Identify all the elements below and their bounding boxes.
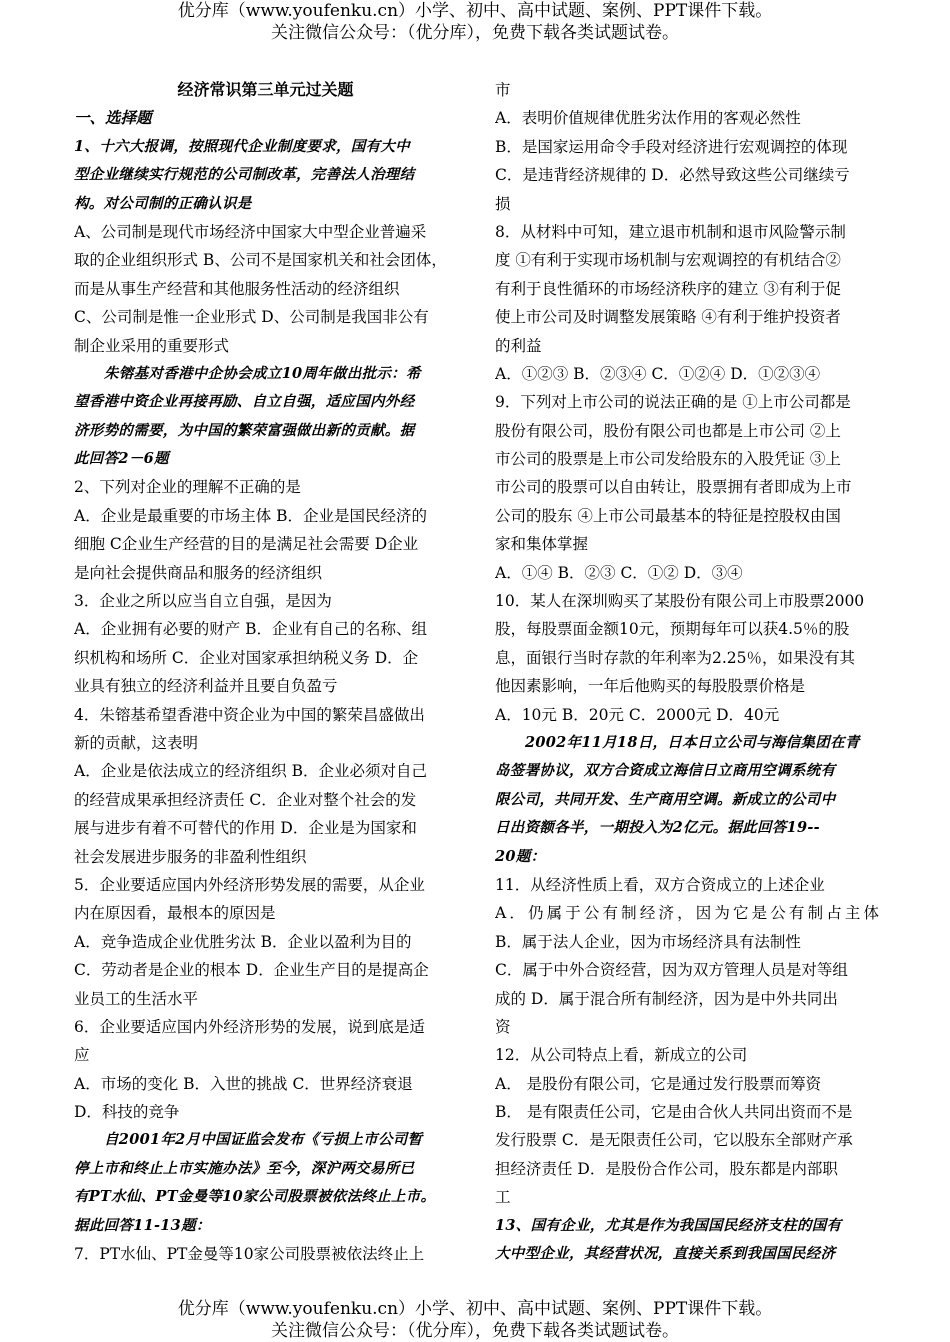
left-column-line: 7．PT水仙、PT金曼等10家公司股票被依法终止上 — [74, 1245, 425, 1264]
footer-line-1: 优分库（www.youfenku.cn）小学、初中、高中试题、案例、PPT课件下载。 — [177, 1299, 773, 1319]
page-header — [0, 0, 950, 44]
left-column-line: 内在原因看，最根本的原因是 — [74, 904, 276, 923]
right-column-line: 损 — [495, 194, 511, 213]
left-column-line: 2、下列对企业的理解不正确的是 — [74, 478, 301, 497]
left-column-line: 构。对公司制的正确认识是 — [74, 194, 252, 212]
left-column-line: 自2001年2月中国证监会发布《亏损上市公司暂 — [104, 1131, 423, 1149]
right-column-line: 工 — [495, 1188, 511, 1207]
right-column-line: 他因素影响，一年后他购买的每股股票价格是 — [495, 677, 806, 696]
right-column-line: 市公司的股票可以自由转让，股票拥有者即成为上市 — [495, 478, 852, 497]
left-column-line: 4．朱镕基希望香港中资企业为中国的繁荣昌盛做出 — [74, 705, 425, 724]
left-column-line: 经济常识第三单元过关题 — [177, 80, 354, 99]
right-column-line: 11．从经济性质上看，双方合资成立的上述企业 — [495, 875, 825, 894]
left-column-line: 的经营成果承担经济责任 C．企业对整个社会的发 — [74, 790, 417, 809]
left-column-line: 据此回答11-13题： — [74, 1216, 211, 1234]
right-column-line: 股份有限公司，股份有限公司也都是上市公司 ②上 — [495, 421, 841, 440]
left-column-line: 济形势的需要，为中国的繁荣富强做出新的贡献。据 — [74, 421, 415, 439]
left-column-line: 此回答2－6题 — [74, 450, 169, 468]
right-column-line: C．是违背经济规律的 D．必然导致这些公司继续亏 — [495, 166, 850, 185]
left-column-line: A．市场的变化 B．入世的挑战 C．世界经济衰退 — [74, 1074, 413, 1093]
left-column-line: 业具有独立的经济利益并且要自负盈亏 — [74, 677, 338, 696]
right-column-line: 家和集体掌握 — [495, 535, 589, 554]
right-column-line: A．10元 B．20元 C．2000元 D．40元 — [495, 705, 780, 724]
page-footer — [0, 1298, 950, 1342]
left-column-line: 朱镕基对香港中企协会成立10周年做出批示：希 — [104, 364, 421, 382]
right-column-line: 9．下列对上市公司的说法正确的是 ①上市公司都是 — [495, 393, 851, 412]
left-column-line: D．科技的竞争 — [74, 1103, 180, 1122]
left-column-line: 应 — [74, 1046, 90, 1065]
left-column-line: 3．企业之所以应当自立自强，是因为 — [74, 592, 332, 611]
left-column-line: 展与进步有着不可替代的作用 D．企业是为国家和 — [74, 819, 417, 838]
header-line-1: 优分库（www.youfenku.cn）小学、初中、高中试题、案例、PPT课件下载。 — [177, 1, 773, 21]
right-column-line: 20题： — [495, 847, 546, 865]
right-column-line: A．①②③ B．②③④ C．①②④ D．①②③④ — [495, 364, 821, 383]
left-column-line: 6．企业要适应国内外经济形势的发展，说到底是适 — [74, 1017, 425, 1036]
left-column — [74, 76, 457, 1268]
right-column-line: 大中型企业，其经营状况，直接关系到我国国民经济 — [495, 1245, 836, 1263]
left-column-line: C、公司制是惟一企业形式 D、公司制是我国非公有 — [74, 308, 429, 327]
right-column-line: B．属于法人企业，因为市场经济具有法制性 — [495, 932, 801, 951]
right-column-line: B． 是有限责任公司，它是由合伙人共同出资而不是 — [495, 1103, 853, 1122]
right-column-line: 的利益 — [495, 336, 542, 355]
right-column-line: A．仍属于公有制经济，因为它是公有制占主体 — [495, 904, 879, 923]
left-column-line: 有PT水仙、PT金曼等10家公司股票被依法终止上市。 — [74, 1188, 436, 1206]
right-column-line: 有利于良性循环的市场经济秩序的建立 ③有利于促 — [495, 279, 841, 298]
left-column-line: 社会发展进步服务的非盈利性组织 — [74, 847, 307, 866]
right-column — [495, 76, 879, 1268]
left-column-line: 取的企业组织形式 B、公司不是国家机关和社会团体， — [74, 251, 447, 270]
left-column-line: 一、选择题 — [74, 108, 152, 128]
right-column-line: 8．从材料中可知，建立退市机制和退市风险警示制 — [495, 222, 846, 241]
header-line-2: 关注微信公众号：（优分库），免费下载各类试题试卷。 — [271, 23, 679, 43]
right-column-line: 公司的股东 ④上市公司最基本的特征是控股权由国 — [495, 506, 841, 525]
left-column-line: 是向社会提供商品和服务的经济组织 — [74, 563, 323, 582]
right-column-line: 市 — [495, 81, 511, 99]
left-column-line: 新的贡献，这表明 — [74, 733, 199, 752]
right-column-line: B．是国家运用命令手段对经济进行宏观调控的体现 — [495, 137, 848, 156]
left-column-line: C．劳动者是企业的根本 D．企业生产目的是提高企 — [74, 961, 429, 980]
right-column-line: 12．从公司特点上看，新成立的公司 — [495, 1046, 748, 1065]
right-column-line: 发行股票 C．是无限责任公司，它以股东全部财产承 — [495, 1131, 853, 1150]
left-column-line: A、公司制是现代市场经济中国家大中型企业普遍采 — [74, 222, 427, 241]
left-column-line: 业员工的生活水平 — [74, 989, 199, 1008]
right-column-line: 市公司的股票是上市公司发给股东的入股凭证 ③上 — [495, 450, 841, 469]
footer-line-2: 关注微信公众号：（优分库），免费下载各类试题试卷。 — [271, 1321, 679, 1341]
right-column-line: A．表明价值规律优胜劣汰作用的客观必然性 — [495, 109, 801, 128]
right-column-line: 限公司，共同开发、生产商用空调。新成立的公司中 — [495, 790, 836, 808]
left-column-line: A．企业是依法成立的经济组织 B．企业必须对自己 — [74, 762, 428, 781]
right-column-line: 2002年11月18日，日本日立公司与海信集团在青 — [525, 733, 860, 751]
right-column-line: 10．某人在深圳购买了某股份有限公司上市股票2000 — [495, 592, 865, 611]
right-column-line: C．属于中外合资经营，因为双方管理人员是对等组 — [495, 961, 848, 980]
right-column-line: 使上市公司及时调整发展策略 ④有利于维护投资者 — [495, 308, 841, 327]
left-column-line: 1、十六大报调，按照现代企业制度要求，国有大中 — [74, 137, 410, 155]
right-column-line: 担经济责任 D．是股份合作公司，股东都是内部职 — [495, 1159, 838, 1178]
right-column-line: 息，面银行当时存款的年利率为2.25％，如果没有其 — [495, 648, 856, 667]
right-column-line: 13、国有企业，尤其是作为我国国民经济支柱的国有 — [495, 1216, 842, 1234]
left-column-line: 型企业继续实行规范的公司制改革，完善法人治理结 — [74, 166, 415, 184]
right-column-line: 股，每股票面金额10元，预期每年可以获4.5％的股 — [495, 620, 850, 639]
right-column-line: 成的 D．属于混合所有制经济，因为是中外共同出 — [495, 989, 838, 1008]
left-column-line: 制企业采用的重要形式 — [74, 336, 230, 355]
left-column-line: 细胞 C企业生产经营的目的是满足社会需要 D企业 — [74, 535, 419, 554]
right-column-line: A．①④ B．②③ C．①② D．③④ — [495, 563, 743, 582]
right-column-line: 资 — [495, 1017, 511, 1036]
right-column-line: 度 ①有利于实现市场机制与宏观调控的有机结合② — [495, 251, 841, 270]
right-column-line: A． 是股份有限公司，它是通过发行股票而筹资 — [495, 1074, 822, 1093]
left-column-line: 而是从事生产经营和其他服务性活动的经济组织 — [74, 279, 400, 298]
left-column-line: 望香港中资企业再接再励、自立自强，适应国内外经 — [74, 393, 415, 411]
left-column-line: 织机构和场所 C．企业对国家承担纳税义务 D．企 — [74, 648, 419, 667]
left-column-line: 停上市和终止上市实施办法》至今，深沪两交易所已 — [74, 1159, 415, 1177]
left-column-line: A．企业是最重要的市场主体 B．企业是国民经济的 — [74, 506, 428, 525]
right-column-line: 日出资额各半，一期投入为2亿元。据此回答19-- — [495, 819, 821, 837]
left-column-line: A．竞争造成企业优胜劣汰 B．企业以盈利为目的 — [74, 932, 412, 951]
left-column-line: 5．企业要适应国内外经济形势发展的需要，从企业 — [74, 875, 425, 894]
right-column-line: 岛签署协议，双方合资成立海信日立商用空调系统有 — [495, 762, 836, 780]
left-column-line: A．企业拥有必要的财产 B．企业有自己的名称、组 — [74, 620, 428, 639]
